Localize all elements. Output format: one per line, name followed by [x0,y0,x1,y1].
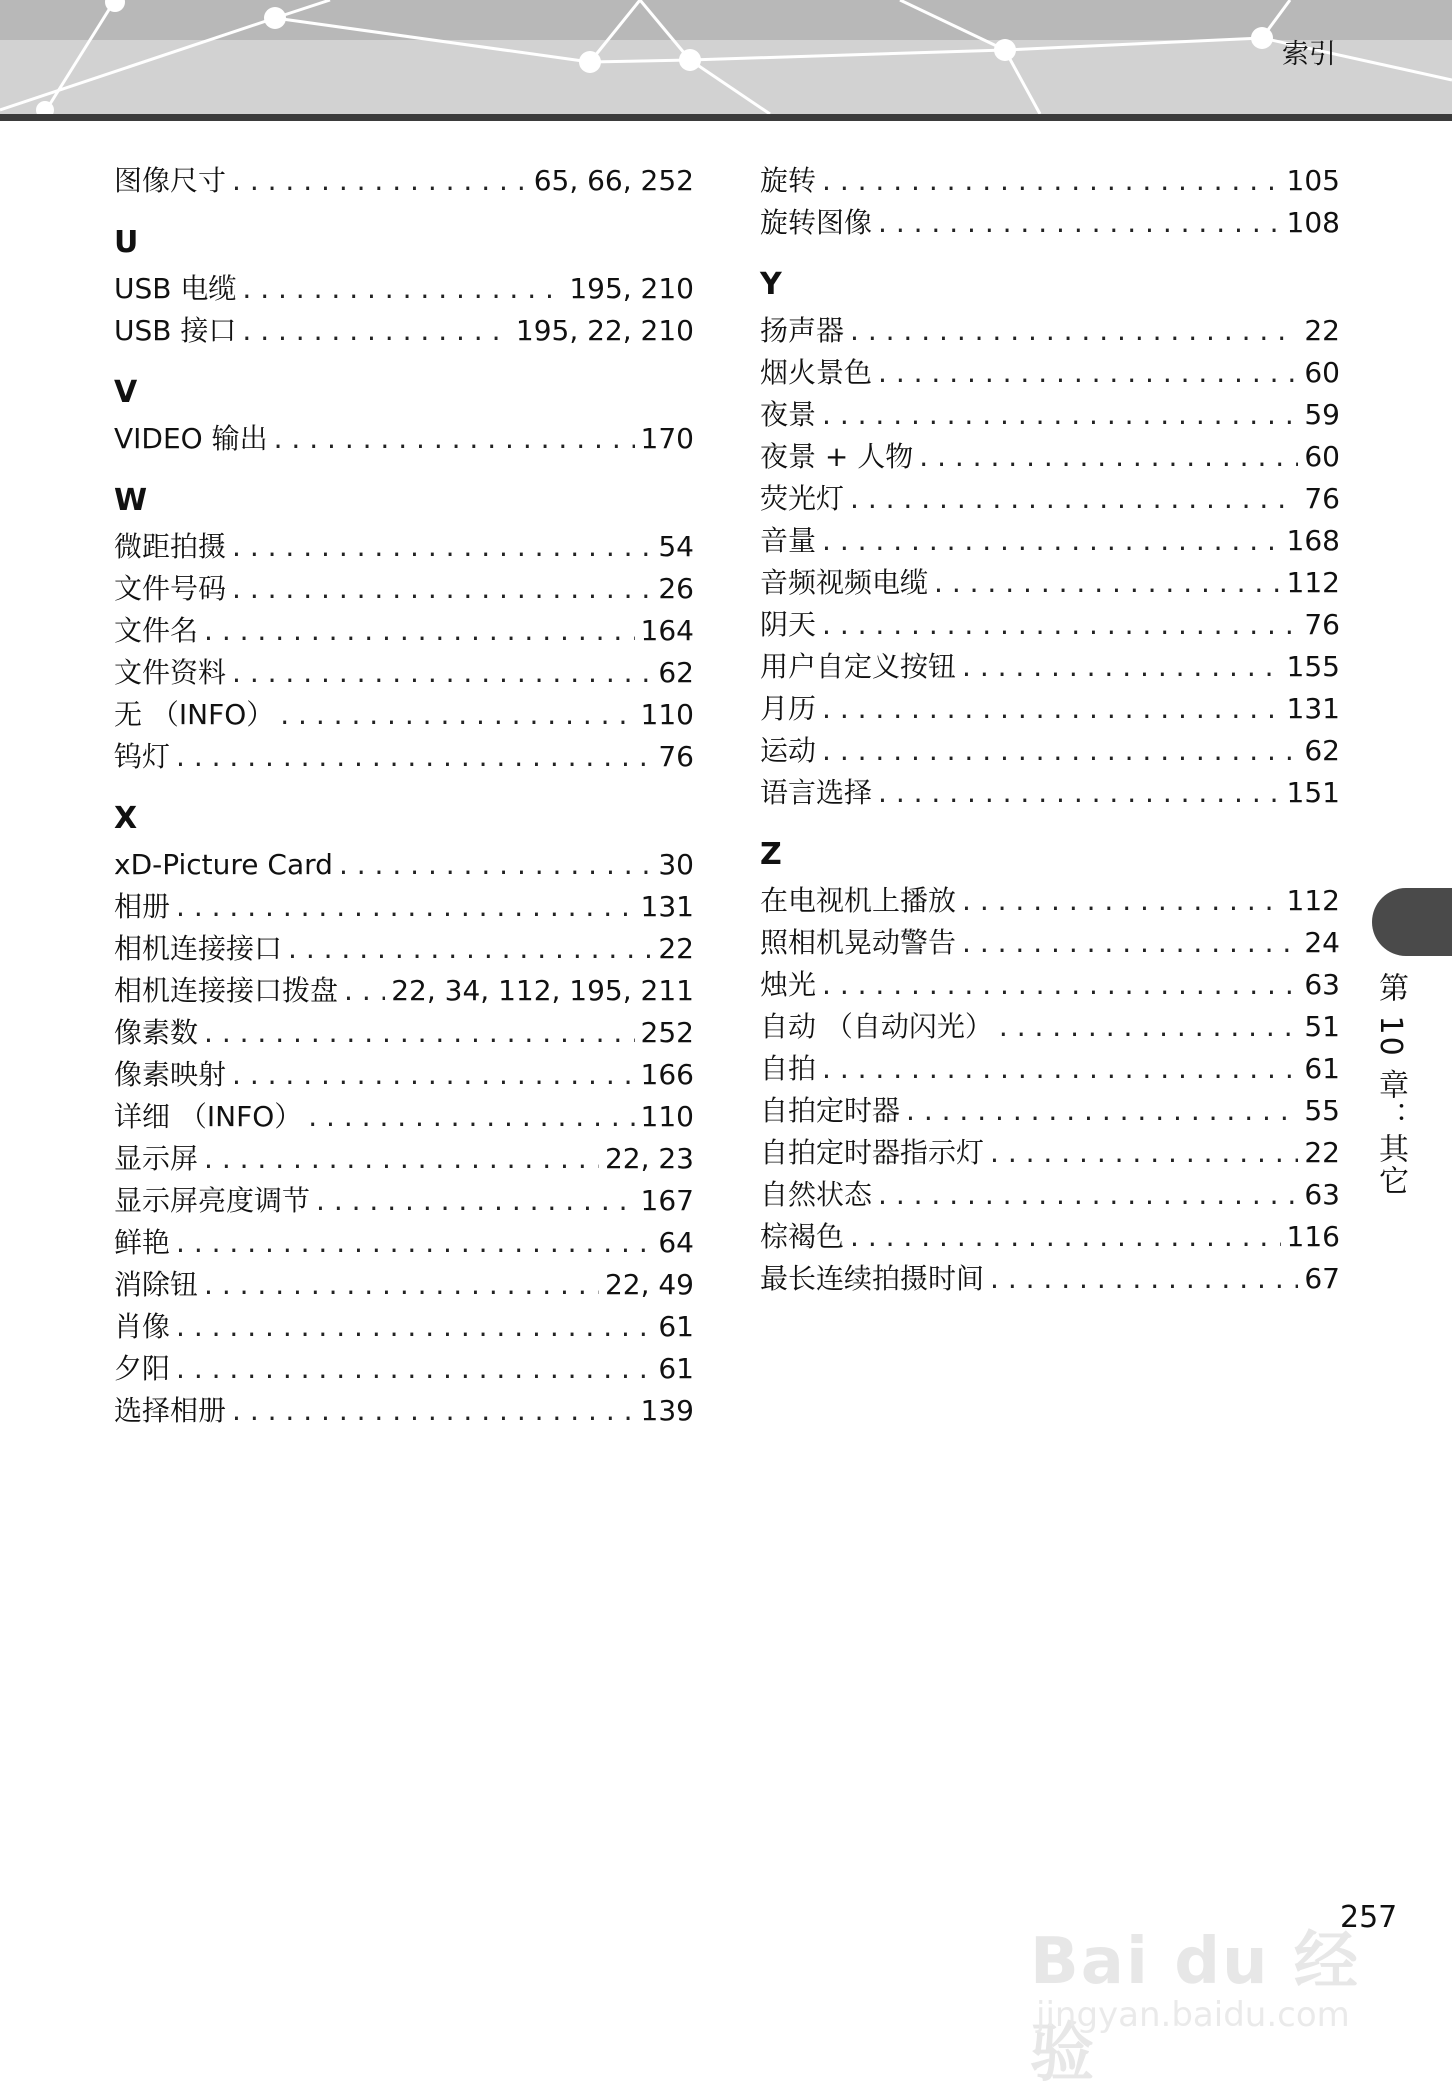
dot-leader [232,568,652,610]
index-entry [760,646,1340,688]
dot-leader [850,310,1298,352]
index-term: 烟火景色 [760,356,873,389]
index-page-refs: 166 [640,1058,694,1091]
index-term: 自然状态 [760,1178,873,1211]
index-entry [114,1264,694,1306]
dot-leader [176,1306,652,1348]
dot-leader [822,520,1281,562]
index-entry [760,1006,1340,1048]
index-page-refs: 67 [1304,1262,1340,1295]
index-page-refs: 155 [1286,650,1340,683]
index-entry [114,970,694,1012]
dot-leader [176,736,652,778]
index-letter-heading: X [114,801,138,836]
index-term: 显示屏 [114,1142,199,1175]
dot-leader [850,478,1298,520]
index-entry [114,928,694,970]
index-entry [760,1090,1340,1132]
index-page-refs: 164 [640,614,694,647]
index-entry [760,1174,1340,1216]
index-page-refs: 55 [1304,1094,1340,1127]
index-entry [114,1054,694,1096]
dot-leader [280,694,634,736]
dot-leader [919,436,1298,478]
dot-leader [878,1174,1298,1216]
dot-leader [822,730,1298,772]
dot-leader [242,268,563,310]
index-term: 文件名 [114,614,199,647]
index-page-refs: 24 [1304,926,1340,959]
index-term: 最长连续拍摄时间 [760,1262,985,1295]
index-letter-heading: V [114,375,138,410]
index-entry [114,844,694,886]
dot-leader [232,160,528,202]
dot-leader [308,1096,634,1138]
index-entry [760,922,1340,964]
index-entry [760,520,1340,562]
index-entry [760,1258,1340,1300]
index-page-refs: 26 [658,572,694,605]
index-term: 像素映射 [114,1058,227,1091]
dot-leader [344,970,385,1012]
index-entry [114,736,694,778]
index-page-refs: 51 [1304,1010,1340,1043]
index-term: 扬声器 [760,314,845,347]
index-term: 自动 （自动闪光） [760,1010,993,1043]
index-letter-heading: U [114,225,139,260]
index-page-refs: 22 [658,932,694,965]
index-term: 肖像 [114,1310,171,1343]
index-page-refs: 61 [658,1310,694,1343]
header-network-decoration [0,0,1452,120]
index-page-refs: 195, 210 [569,272,694,305]
index-page-refs: 22 [1304,1136,1340,1169]
dot-leader [316,1180,635,1222]
dot-leader [204,1138,599,1180]
index-term: 音量 [760,524,817,557]
index-term: 像素数 [114,1016,199,1049]
index-term: 荧光灯 [760,482,845,515]
index-page-refs: 131 [1286,692,1340,725]
dot-leader [962,922,1298,964]
index-entry [114,1222,694,1264]
index-term: 旋转 [760,164,817,197]
index-term: VIDEO 输出 [114,422,268,455]
index-page-refs: 112 [1286,566,1340,599]
dot-leader [962,880,1281,922]
dot-leader [339,844,652,886]
index-entry [114,610,694,652]
dot-leader [232,526,652,568]
index-entry [114,886,694,928]
index-entry [760,1132,1340,1174]
index-entry [760,772,1340,814]
dot-leader [962,646,1281,688]
index-term: 详细 （INFO） [114,1100,303,1133]
index-term: 音频视频电缆 [760,566,929,599]
index-term: 运动 [760,734,817,767]
index-page-refs: 252 [640,1016,694,1049]
index-page-refs: 62 [1304,734,1340,767]
index-term: 文件号码 [114,572,227,605]
index-entry [114,1348,694,1390]
dot-leader [232,652,652,694]
index-term: USB 电缆 [114,272,237,305]
index-entry [114,526,694,568]
dot-leader [242,310,509,352]
index-entry [760,1216,1340,1258]
index-entry [114,310,694,352]
index-page-refs: 76 [1304,482,1340,515]
index-entry [760,436,1340,478]
index-page-refs: 63 [1304,968,1340,1001]
index-entry [114,1012,694,1054]
dot-leader [822,604,1298,646]
index-entry [760,730,1340,772]
index-term: 显示屏亮度调节 [114,1184,311,1217]
index-entry [760,1048,1340,1090]
index-term: 夜景 + 人物 [760,440,914,473]
index-page-refs: 112 [1286,884,1340,917]
dot-leader [176,1222,652,1264]
index-page-refs: 54 [658,530,694,563]
dot-leader [288,928,652,970]
dot-leader [204,1012,635,1054]
dot-leader [274,418,635,460]
dot-leader [990,1132,1298,1174]
index-term: 棕褐色 [760,1220,845,1253]
dot-leader [878,352,1298,394]
index-term: 微距拍摄 [114,530,227,563]
index-term: 相机连接接口 [114,932,283,965]
index-term: 无 （INFO） [114,698,275,731]
watermark-logo-text: Bai du 经验 [1030,1925,1360,2091]
index-term: 图像尺寸 [114,164,227,197]
index-entry [760,202,1340,244]
index-term: 消除钮 [114,1268,199,1301]
index-letter-heading: Y [760,267,782,302]
index-entry [114,160,694,202]
index-column-right [760,160,1340,1300]
index-entry [114,568,694,610]
index-entry [114,652,694,694]
dot-leader [878,202,1281,244]
dot-leader [822,1048,1298,1090]
index-entry [760,352,1340,394]
index-page-refs: 76 [1304,608,1340,641]
index-entry [114,1390,694,1432]
chapter-tab [1372,888,1452,956]
dot-leader [232,1054,635,1096]
dot-leader [204,1264,599,1306]
index-entry [114,1096,694,1138]
index-letter-heading: Z [760,837,782,872]
index-page-refs: 65, 66, 252 [533,164,694,197]
index-entry [760,310,1340,352]
dot-leader [822,964,1298,1006]
index-page-refs: 110 [640,698,694,731]
index-page-refs: 60 [1304,356,1340,389]
watermark-url: jingyan.baidu.com [1036,1995,1350,2035]
dot-leader [934,562,1281,604]
index-page-refs: 170 [640,422,694,455]
dot-leader [878,772,1281,814]
index-column-left [114,160,694,1432]
index-page-refs: 22, 34, 112, 195, 211 [391,974,694,1007]
index-term: 鲜艳 [114,1226,171,1259]
index-page-refs: 22, 23 [604,1142,694,1175]
index-term: 自拍 [760,1052,817,1085]
dot-leader [204,610,635,652]
page-header [0,0,1452,120]
section-title: 索引 [1282,39,1336,70]
index-page-refs: 168 [1286,524,1340,557]
index-term: 阴天 [760,608,817,641]
index-page-refs: 108 [1286,206,1340,239]
index-term: USB 接口 [114,314,237,347]
index-term: 夕阳 [114,1352,171,1385]
index-entry [114,694,694,736]
index-page-refs: 61 [658,1352,694,1385]
baidu-watermark [1030,1850,1370,2091]
index-page-refs: 63 [1304,1178,1340,1211]
index-page-refs: 131 [640,890,694,923]
index-page-refs: 139 [640,1394,694,1427]
index-page-refs: 76 [658,740,694,773]
chapter-label: 第 10 章：其它 [1373,972,1408,1198]
index-page-refs: 105 [1286,164,1340,197]
index-entry [760,688,1340,730]
index-page-refs: 62 [658,656,694,689]
dot-leader [822,394,1298,436]
index-entry [114,418,694,460]
index-page-refs: 167 [640,1184,694,1217]
dot-leader [176,1348,652,1390]
index-term: 在电视机上播放 [760,884,957,917]
index-term: 语言选择 [760,776,873,809]
index-entry [760,394,1340,436]
index-letter-heading: W [114,483,148,518]
index-term: 旋转图像 [760,206,873,239]
dot-leader [232,1390,635,1432]
index-entry [114,1180,694,1222]
index-entry [760,604,1340,646]
dot-leader [822,160,1281,202]
index-page-refs: 22 [1304,314,1340,347]
index-page-refs: 195, 22, 210 [515,314,694,347]
dot-leader [999,1006,1298,1048]
index-term: 文件资料 [114,656,227,689]
dot-leader [850,1216,1281,1258]
dot-leader [990,1258,1298,1300]
index-entry [114,1138,694,1180]
index-page-refs: 22, 49 [604,1268,694,1301]
index-page-refs: 30 [658,848,694,881]
index-term: 月历 [760,692,817,725]
index-page-refs: 59 [1304,398,1340,431]
index-term: 钨灯 [114,740,171,773]
index-entry [760,562,1340,604]
index-term: 相册 [114,890,171,923]
index-term: 照相机晃动警告 [760,926,957,959]
index-term: 自拍定时器指示灯 [760,1136,985,1169]
page-number: 257 [1340,1900,1398,1935]
header-rule [0,114,1452,121]
index-term: 烛光 [760,968,817,1001]
index-entry [114,1306,694,1348]
index-term: 用户自定义按钮 [760,650,957,683]
index-entry [760,160,1340,202]
index-term: 选择相册 [114,1394,227,1427]
index-term: 夜景 [760,398,817,431]
index-page-refs: 61 [1304,1052,1340,1085]
index-term: xD-Picture Card [114,848,333,881]
index-entry [760,964,1340,1006]
index-page-refs: 110 [640,1100,694,1133]
index-term: 相机连接接口拨盘 [114,974,339,1007]
dot-leader [906,1090,1298,1132]
index-entry [114,268,694,310]
dot-leader [822,688,1281,730]
index-entry [760,880,1340,922]
index-term: 自拍定时器 [760,1094,901,1127]
index-entry [760,478,1340,520]
dot-leader [176,886,635,928]
index-page-refs: 64 [658,1226,694,1259]
index-page-refs: 60 [1304,440,1340,473]
index-page-refs: 151 [1286,776,1340,809]
index-page-refs: 116 [1286,1220,1340,1253]
